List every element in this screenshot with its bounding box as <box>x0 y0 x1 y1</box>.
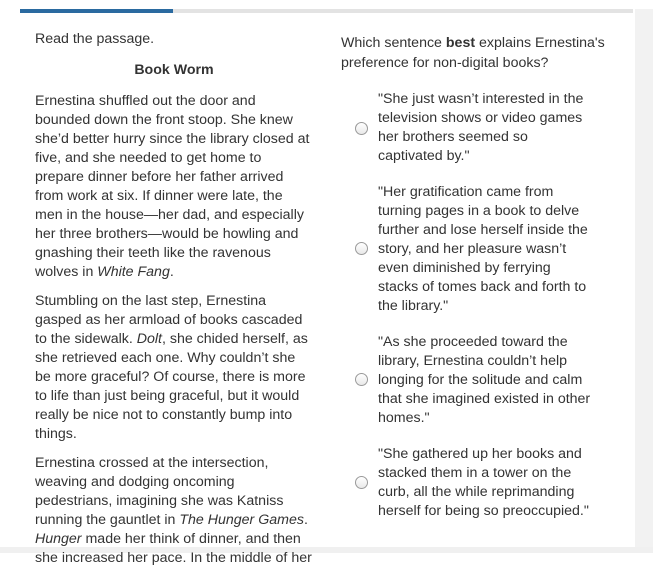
question-suffix: explains Ernestina's preference for non-digital books? <box>341 35 605 71</box>
italic-title: Dolt <box>136 331 162 347</box>
passage-text: made her think of dinner, and then she increased her pace. In the middle of her <box>35 531 312 566</box>
answer-option-text: "Her gratification came from turning pages in a book to delve further and lose herself inside the story, and her pleasure wasn’t even diminished by ferrying stacks of tomes back and forth to the library." <box>378 184 588 314</box>
passage-instruction: Read the passage. <box>35 31 155 47</box>
question-prefix: Which sentence <box>341 35 446 51</box>
passage-text: . <box>303 512 308 528</box>
question-emphasis: best <box>445 35 476 51</box>
passage-paragraph <box>35 292 313 444</box>
left-margin <box>0 0 20 553</box>
passage-paragraph <box>35 92 313 282</box>
passage-text: Stumbling on the last step, Ernestina gasped as her armload of books cascaded to the sidewalk. <box>35 293 303 347</box>
passage-paragraph <box>35 454 313 568</box>
passage-text: , she chided herself, as she retrieved each one. Why couldn’t she be more graceful? Of course, there is more to life than just being graceful, but it would really be nice not to constantly bump into things. <box>35 331 308 442</box>
answer-option-text: "As she proceeded toward the library, Ernestina couldn’t help longing for the solitude and calm that she imagined existed in other homes." <box>378 334 591 426</box>
answer-option-text: "She gathered up her books and stacked them in a tower on the curb, all the while reprimanding herself for being so preoccupied." <box>378 446 589 519</box>
radio-button[interactable] <box>355 122 368 135</box>
radio-button[interactable] <box>355 373 368 386</box>
progress-bar-fill <box>20 9 173 13</box>
scrollbar-track[interactable] <box>635 9 653 553</box>
passage-text: Ernestina shuffled out the door and bounded down the front stoop. She knew she’d better hurry since the library closed at five, and she needed to get home to prepare dinner before her father arrived from work at six. If dinner were late, the men in the house—her dad, and especially her three brothers—would be howling and gnashing their teeth like the ravenous wolves in <box>35 93 310 280</box>
passage-text: Ernestina crossed at the intersection, weaving and dodging oncoming pedestrians, imagining she was Katniss running the gauntlet in <box>35 455 284 528</box>
progress-bar <box>20 9 633 13</box>
passage-body <box>35 92 313 568</box>
passage-title: Book Worm <box>134 62 214 78</box>
italic-title: Hunger <box>35 531 82 547</box>
italic-title: White Fang <box>97 264 170 280</box>
italic-title: The Hunger Games <box>179 512 304 528</box>
answer-option-text: "She just wasn’t interested in the television shows or video games her brothers seemed so captivated by." <box>378 91 584 164</box>
passage-panel <box>35 30 313 566</box>
question-prompt <box>341 33 626 73</box>
radio-button[interactable] <box>355 476 368 489</box>
passage-text: . <box>169 264 174 280</box>
radio-button[interactable] <box>355 242 368 255</box>
